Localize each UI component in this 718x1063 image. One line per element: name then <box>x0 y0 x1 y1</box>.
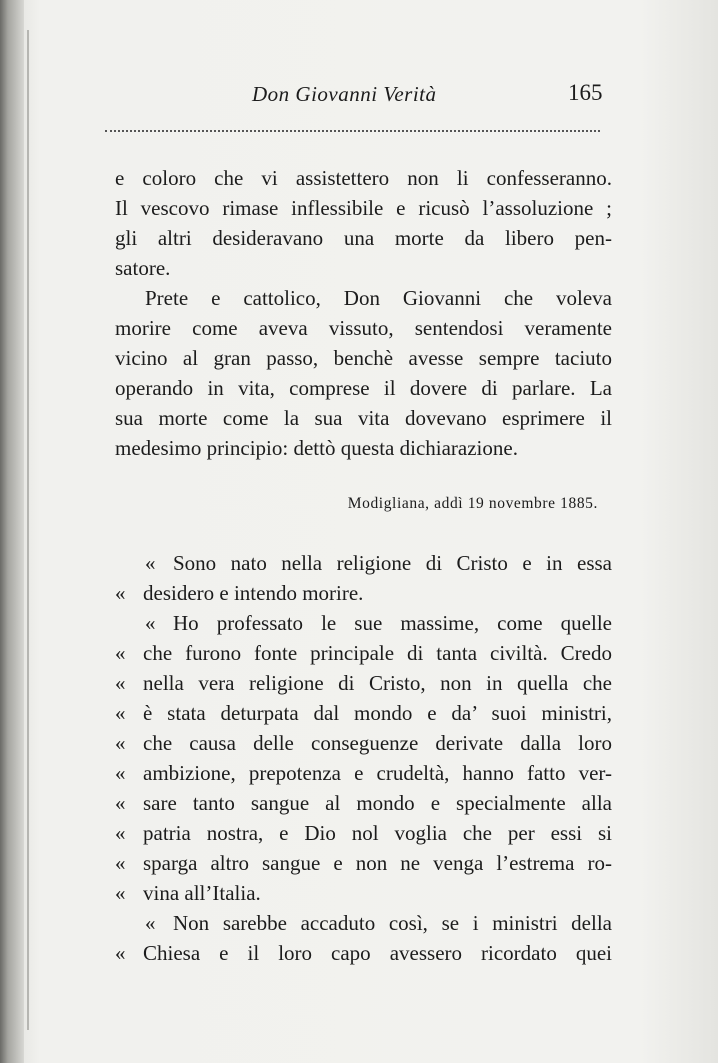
quote-mark: « <box>145 611 156 635</box>
quote-mark: « <box>115 641 126 665</box>
quote-line: « nella vera religione di Cristo, non in quella che <box>115 668 612 698</box>
text-line: gli altri desideravano una morte da libero pen- <box>115 226 612 250</box>
quote-mark: « <box>115 581 126 605</box>
quote-line: « Sono nato nella religione di Cristo e in essa <box>145 548 612 578</box>
text-line: Il vescovo rimase inflessibile e ricusò l’assoluzione ; <box>115 196 612 220</box>
quote-line: « sare tanto sangue al mondo e specialmente alla <box>115 788 612 818</box>
quote-line: « che furono fonte principale di tanta civiltà. Credo <box>115 638 612 668</box>
quote-mark: « <box>115 941 126 965</box>
book-binding-edge <box>0 0 24 1063</box>
quote-mark: « <box>115 851 126 875</box>
quote-line: « Non sarebbe accaduto così, se i ministri della <box>145 908 612 938</box>
page-number: 165 <box>568 80 603 105</box>
quote-mark: « <box>115 761 126 785</box>
quote-mark: « <box>145 911 156 935</box>
quote-mark: « <box>115 791 126 815</box>
gutter-line <box>27 30 29 1030</box>
text-line: e coloro che vi assistettero non li confesseranno. <box>115 166 612 190</box>
quote-line: « ambizione, prepotenza e crudeltà, hanno fatto ver- <box>115 758 612 788</box>
text-line: operando in vita, comprese il dovere di parlare. La <box>115 376 612 400</box>
quote-line: « desidero e intendo morire. <box>115 578 612 608</box>
quote-line: « vina all’Italia. <box>115 878 612 908</box>
running-title: Don Giovanni Verità <box>252 82 437 106</box>
quote-line: « che causa delle conseguenze derivate dalla loro <box>115 728 612 758</box>
text-line: sua morte come la sua vita dovevano esprimere il <box>115 406 612 430</box>
quote-mark: « <box>115 671 126 695</box>
quote-mark: « <box>115 821 126 845</box>
quote-line: « patria nostra, e Dio nol voglia che per essi si <box>115 818 612 848</box>
text-line: medesimo principio: dettò questa dichiarazione. <box>115 436 518 460</box>
text-line: morire come aveva vissuto, sentendosi veramente <box>115 316 612 340</box>
quote-line: « sparga altro sangue e non ne venga l’estrema ro- <box>115 848 612 878</box>
header-rule <box>105 130 600 132</box>
dateline: Modigliana, addì 19 novembre 1885. <box>347 495 598 512</box>
quote-mark: « <box>115 701 126 725</box>
quote-mark: « <box>145 551 156 575</box>
quote-line: « è stata deturpata dal mondo e da’ suoi ministri, <box>115 698 612 728</box>
text-line: Prete e cattolico, Don Giovanni che voleva <box>145 286 612 310</box>
text-line: vicino al gran passo, benchè avesse sempre taciuto <box>115 346 612 370</box>
quote-line: « Chiesa e il loro capo avessero ricordato quei <box>115 938 612 968</box>
quote-mark: « <box>115 731 126 755</box>
quote-mark: « <box>115 881 126 905</box>
quote-line: « Ho professato le sue massime, come quelle <box>145 608 612 638</box>
text-line: satore. <box>115 256 171 280</box>
